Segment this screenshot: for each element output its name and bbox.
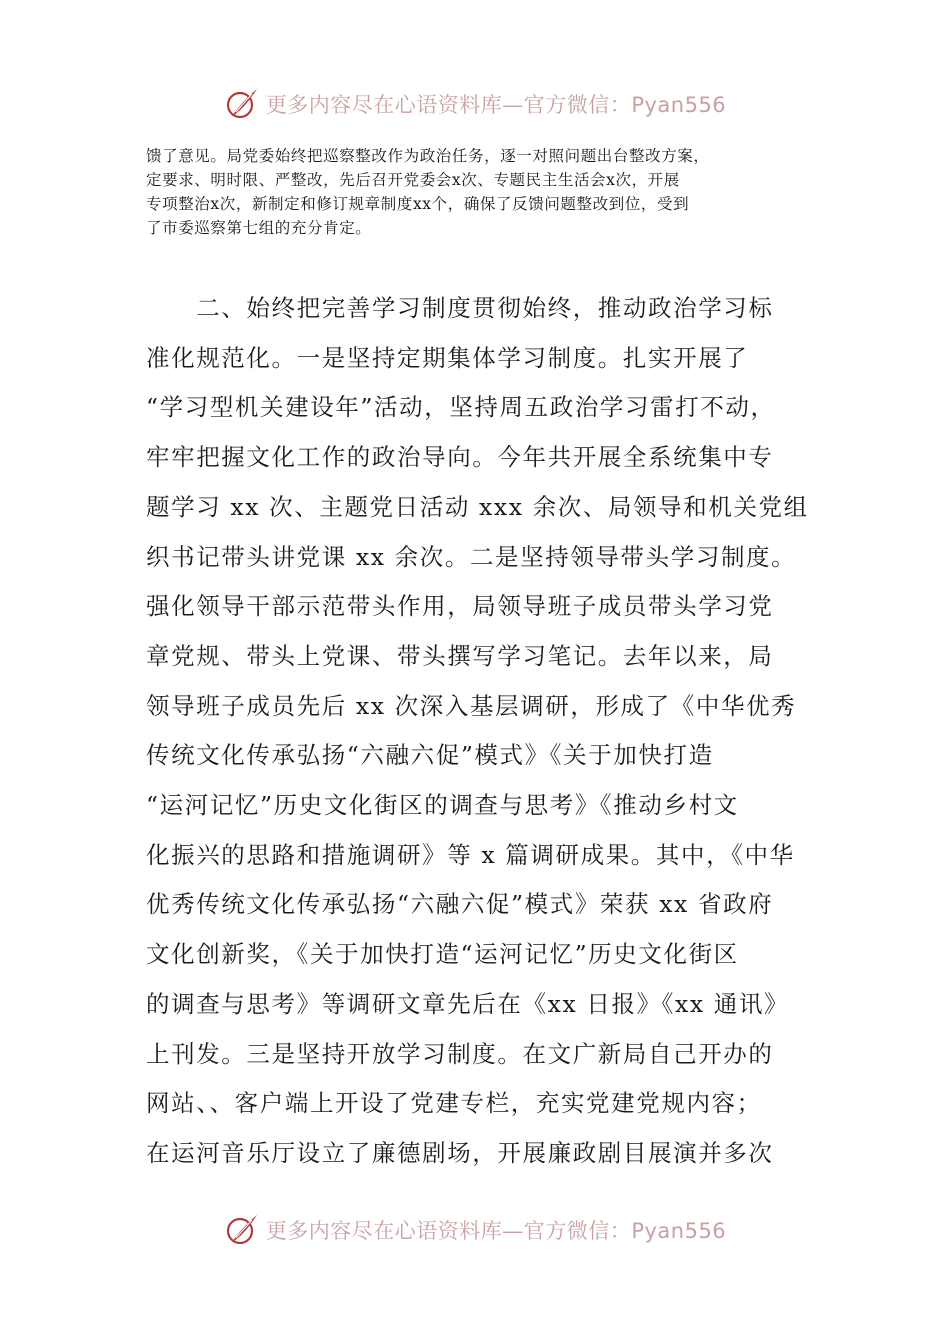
text-line: 网站、、客户端上开设了党建专栏，充实党建党规内容； — [146, 1089, 762, 1118]
text-line: 传统文化传承弘扬“六融六促”模式》《关于加快打造 — [146, 741, 714, 770]
text-line: 化振兴的思路和措施调研》等 x 篇调研成果。其中，《中华 — [146, 840, 795, 869]
wechat-id: Pyan556 — [631, 93, 727, 117]
text-line: 牢牢把握文化工作的政治导向。今年共开展全系统集中专 — [146, 443, 774, 472]
text-line: “学习型机关建设年”活动，坚持周五政治学习雷打不动， — [146, 393, 776, 422]
text-line: 馈了意见。局党委始终把巡察整改作为政治任务，逐一对照问题出台整改方案， — [146, 147, 710, 165]
wechat-id: Pyan556 — [631, 1219, 727, 1243]
text-line: 文化创新奖，《关于加快打造“运河记忆”历史文化街区 — [146, 940, 739, 969]
text-line: 定要求、明时限、严整改，先后召开党委会x次、专题民主生活会x次，开展 — [146, 171, 680, 189]
watermark-text: 更多内容尽在心语资料库—官方微信：Pyan556 — [265, 1219, 727, 1243]
text-line: 专项整治x次，新制定和修订规章制度xx个，确保了反馈问题整改到位，受到 — [146, 195, 690, 213]
text-line: 了市委巡察第七组的充分肯定。 — [146, 219, 372, 237]
text-line: 准化规范化。一是坚持定期集体学习制度。扎实开展了 — [146, 343, 749, 372]
watermark-text: 更多内容尽在心语资料库—官方微信：Pyan556 — [265, 93, 727, 117]
watermark-banner-top — [0, 84, 950, 124]
text-line: 题学习 xx 次、主题党日活动 xxx 余次、局领导和机关党组 — [146, 492, 809, 521]
text-line: 上刊发。三是坚持开放学习制度。在文广新局自己开办的 — [146, 1039, 774, 1068]
text-line: 强化领导干部示范带头作用，局领导班子成员带头学习党 — [146, 592, 774, 621]
top-paragraph — [146, 144, 810, 240]
watermark-banner-bottom — [0, 1210, 950, 1250]
quill-circle-logo-icon — [224, 1212, 260, 1248]
text-line: 的调查与思考》等调研文章先后在《xx 日报》《xx 通讯》 — [146, 989, 790, 1018]
quill-circle-logo-icon — [224, 86, 260, 122]
text-line: 领导班子成员先后 xx 次深入基层调研，形成了《中华优秀 — [146, 691, 797, 720]
text-line: 章党规、带头上党课、带头撰写学习笔记。去年以来，局 — [146, 641, 774, 670]
text-line: 优秀传统文化传承弘扬“六融六促”模式》荣获 xx 省政府 — [146, 890, 774, 919]
text-line: 织书记带头讲党课 xx 余次。二是坚持领导带头学习制度。 — [146, 542, 797, 571]
text-line: 二、始终把完善学习制度贯彻始终，推动政治学习标 — [146, 294, 774, 322]
main-paragraph — [146, 284, 816, 1179]
text-line: “运河记忆”历史文化街区的调查与思考》《推动乡村文 — [146, 791, 739, 820]
text-line: 在运河音乐厅设立了廉德剧场，开展廉政剧目展演并多次 — [146, 1138, 774, 1167]
